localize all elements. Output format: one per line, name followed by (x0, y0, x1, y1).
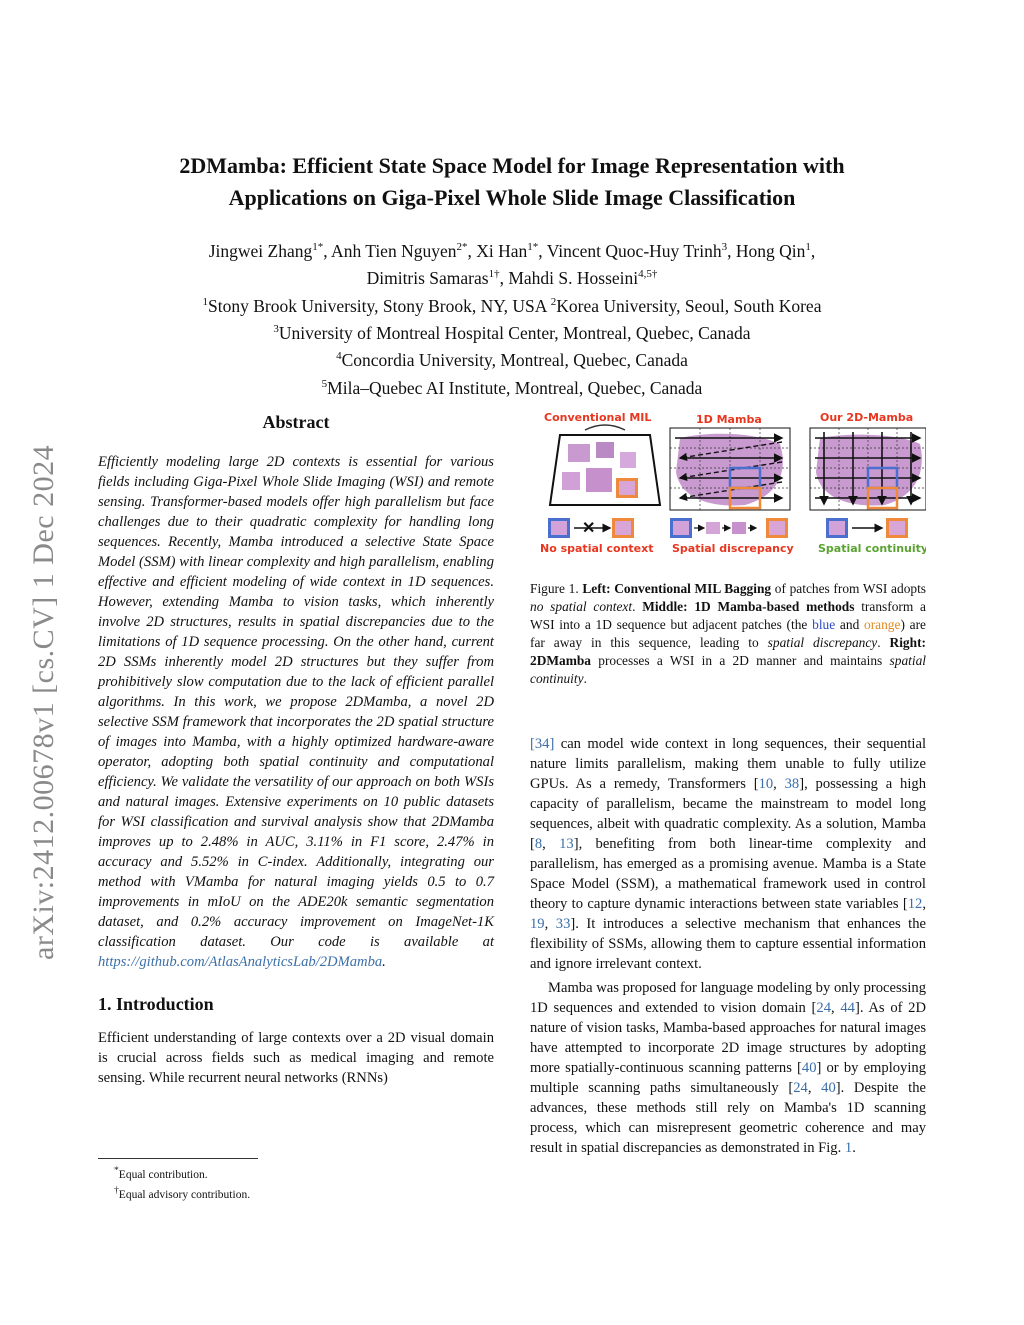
author-sup: 1 (805, 241, 811, 253)
citation-link[interactable]: 13 (559, 836, 574, 852)
abstract-heading: Abstract (262, 412, 330, 432)
citation-link[interactable]: 10 (758, 776, 774, 792)
author-line-2 (100, 263, 924, 290)
author-name: , Vincent Quoc-Huy Trinh (538, 240, 722, 261)
caption-prefix: Figure 1. (530, 581, 583, 596)
patch (562, 472, 580, 490)
author-sup: 1* (527, 241, 539, 253)
figure-1 (530, 410, 926, 560)
footnote-text: Equal contribution. (118, 1168, 208, 1181)
patch (568, 444, 590, 462)
author-separator: , (810, 240, 816, 261)
affiliation: Mila–Quebec AI Institute, Montreal, Quebec, Canada (327, 377, 703, 398)
author-name: Jingwei Zhang (208, 240, 313, 261)
caption-bold: Right: 2DMamba (530, 635, 926, 668)
citation-link[interactable]: 38 (784, 776, 800, 792)
author-name: , Anh Tien Nguyen (323, 240, 457, 261)
citation-link[interactable]: 12 (907, 896, 923, 912)
affiliation-line-1 (100, 291, 924, 318)
affiliation: Korea University, Seoul, South Korea (556, 295, 822, 316)
title-line-1: 2DMamba: Efficient State Space Model for Image Representation with (179, 153, 845, 178)
abstract-text (98, 452, 494, 972)
caption-orange-word: orange (864, 617, 901, 632)
patch (706, 522, 720, 534)
citation-link[interactable]: [34] (530, 736, 555, 752)
paragraph-text: , (831, 1000, 841, 1016)
footnotes (98, 1158, 494, 1203)
intro-text: Efficient understanding of large contexts over a 2D visual domain is crucial across fields such as medical imaging and remote sensing. While recurrent neural networks (RNNs) (98, 1030, 494, 1086)
caption-italic: spatial continuity (530, 653, 926, 686)
abstract-end: . (382, 954, 386, 970)
footnote-symbol: * (114, 1165, 119, 1176)
paragraph-text: ] or by employing multiple scanning paths simultaneously [ (530, 1060, 926, 1096)
paragraph-text: ]. Despite the advances, these methods still rely on Mamba's 1D scanning process, which can misrepresent geometric coherence and may result in spatial discrepancies as demonstrated in Fig. (530, 1080, 927, 1156)
author-sup: 4,5† (638, 268, 658, 281)
citation-link[interactable]: 1 (844, 1140, 853, 1156)
paragraph-text: Mamba was proposed for language modeling by only processing 1D sequences and extended to vision domain [ (530, 980, 926, 1016)
citation-link[interactable]: 40 (801, 1060, 817, 1076)
left-column (98, 410, 494, 1088)
cross-icon: ✕ (582, 520, 596, 537)
author-block (100, 236, 924, 400)
arxiv-identifier: arXiv:2412.00678v1 [cs.CV] 1 Dec 2024 (27, 444, 60, 960)
author-sup: 1* (312, 241, 324, 253)
aff-sup: 3 (273, 322, 279, 335)
patch (596, 442, 614, 458)
aff-sup: 5 (321, 377, 328, 390)
paragraph-text: , (922, 896, 926, 912)
affiliation: Concordia University, Montreal, Quebec, Canada (341, 350, 688, 371)
citation-link[interactable]: 24 (793, 1080, 808, 1096)
paragraph-text: ]. As of 2D nature of vision tasks, Mamba-based approaches for natural images have attempted to incorporate 2D image structures by adopting more spatially-continuous scanning patterns [ (530, 1000, 927, 1076)
patch (829, 521, 845, 535)
footnote-1 (98, 1163, 494, 1183)
caption-blue-word: blue (812, 617, 836, 632)
intro-heading: 1. Introduction (98, 994, 214, 1014)
citation-link[interactable]: 19 (530, 916, 545, 932)
aff-sup: 2 (550, 295, 557, 308)
label-1d-mamba: 1D Mamba (696, 413, 762, 426)
caption-text: . (632, 599, 643, 614)
caption-bold: Middle: 1D Mamba-based methods (642, 599, 855, 614)
caption-italic: spatial discrepancy (767, 635, 878, 650)
citation-link[interactable]: 24 (816, 1000, 831, 1016)
paragraph-1 (530, 734, 926, 974)
caption-italic: no spatial context (530, 599, 633, 614)
label-spatial-continuity: Spatial continuity (818, 542, 926, 555)
aff-sup: 1 (202, 295, 209, 308)
patch (769, 521, 785, 535)
label-spatial-discrepancy: Spatial discrepancy (672, 542, 794, 555)
author-name: Dimitris Samaras (366, 268, 489, 289)
affiliation-line-2 (100, 318, 924, 345)
patch (619, 481, 635, 495)
right-body-text (530, 734, 926, 1158)
patch (732, 522, 746, 534)
footnote-symbol: † (114, 1184, 119, 1196)
patch (673, 521, 689, 535)
abstract-body: Efficiently modeling large 2D contexts is essential for various fields including Giga-Pixel Whole Slide Imaging (WSI) and remote sensing. Transformer-based models offer high parallelism but face challenges due to their quadratic complexity for handling long sequences. Recently, Mamba introduced a selective State Space Model (SSM) with linear complexity and high parallelism, enabling effective and efficient modeling of wide context in 1D sequences. However, extending Mamba to vision tasks, which inherently involve 2D structures, results in spatial discrepancies due to the limitations of 1D sequence processing. On the other hand, current 2D SSMs inherently model 2D structures but they suffer from prohibitively slow computation due to the lack of efficient parallel algorithms. In this work, we propose 2DMamba, a novel 2D selective SSM framework that incorporates the 2D spatial structure of images into Mamba, with a highly optimized hardware-aware operator, adopting both spatial continuity and computational efficiency. We validate the versatility of our approach on both WSIs and natural images. Extensive experiments on 10 public datasets for WSI classification and survival analysis show that 2DMamba improves up to 2.48% in AUC, 3.11% in F1 score, 2.47% in accuracy and 5.52% in C-index. Additionally, integrating our method with VMamba for natural imaging yields 0.5 to 0.7 improvements in mIoU on the ADE20k semantic segmentation dataset, and 0.2% accuracy improvement on ImageNet-1K classification dataset. Our code is available at (98, 454, 494, 950)
author-sup: 1† (488, 268, 500, 281)
author-name: , Xi Han (467, 240, 528, 261)
affiliation: University of Montreal Hospital Center, Montreal, Quebec, Canada (278, 322, 751, 343)
affiliation: Stony Brook University, Stony Brook, NY, USA (208, 295, 551, 316)
author-line-1 (100, 236, 924, 263)
right-column (530, 410, 926, 688)
label-no-spatial-context: No spatial context (540, 542, 654, 555)
caption-text: . (877, 635, 890, 650)
caption-bold: Left: Conventional MIL Bagging (582, 581, 772, 596)
citation-link[interactable]: 8 (534, 836, 543, 852)
figure-1-diagram (530, 410, 926, 560)
author-sup: 3 (721, 241, 728, 253)
author-name: , Mahdi S. Hosseini (499, 268, 639, 289)
paragraph-2 (530, 978, 926, 1158)
caption-text: transform a WSI into a 1D sequence but adjacent patches (the (530, 599, 926, 632)
paper-title (100, 150, 924, 214)
affiliation-line-4 (100, 373, 924, 400)
patch (615, 521, 631, 535)
patch (620, 452, 636, 468)
author-name: , Hong Qin (727, 240, 806, 261)
paragraph-text: . (852, 1140, 856, 1156)
paragraph-text: ]. It introduces a selective mechanism that enhances the flexibility of SSMs, allowing them to capture essential information and ignore irrelevant context. (530, 916, 926, 972)
paragraph-text: , (544, 916, 556, 932)
affiliation-line-3 (100, 345, 924, 372)
paragraph-text: ], possessing a high capacity of parallelism, became the mainstream to model long sequences, albeit with quadratic complexity. As a solution, Mamba [ (530, 776, 926, 852)
paragraph-text: ], benefiting from both linear-time complexity and parallelism, has emerged as a promising avenue. Mamba is a State Space Model (SSM), a mathematical framework used in control theory to capture dynamic interactions between state variables [ (530, 836, 926, 912)
code-link[interactable]: https://github.com/AtlasAnalyticsLab/2DMamba (98, 954, 383, 970)
patch (586, 468, 612, 492)
patch (889, 521, 905, 535)
paragraph-text: , (807, 1080, 822, 1096)
citation-link[interactable]: 44 (840, 1000, 855, 1016)
caption-text: and (835, 617, 865, 632)
citation-link[interactable]: 40 (821, 1080, 836, 1096)
author-sup: 2* (456, 241, 468, 253)
label-conventional-mil: Conventional MIL (544, 411, 652, 424)
caption-text: of patches from WSI adopts (771, 581, 927, 596)
label-2d-mamba: Our 2D-Mamba (820, 411, 914, 424)
figure-1-caption (530, 580, 926, 688)
paragraph-text: , (542, 836, 560, 852)
caption-text: processes a WSI in a 2D manner and maintains (591, 653, 890, 668)
footnote-rule (98, 1158, 258, 1159)
patch (551, 521, 567, 535)
caption-text: ) are far away in this sequence, leading to (530, 617, 927, 650)
paragraph-text: , (773, 776, 785, 792)
citation-link[interactable]: 33 (555, 916, 571, 932)
title-line-2: Applications on Giga-Pixel Whole Slide Image Classification (228, 185, 796, 210)
aff-sup: 4 (336, 350, 342, 363)
caption-text: . (583, 671, 587, 686)
footnote-2 (98, 1183, 494, 1203)
bag-handle (585, 425, 625, 430)
paragraph-text: can model wide context in long sequences, their sequential nature limits parallelism, making them unable to fully utilize GPUs. As a remedy, Transformers [ (530, 736, 926, 792)
footnote-text: Equal advisory contribution. (118, 1188, 251, 1201)
